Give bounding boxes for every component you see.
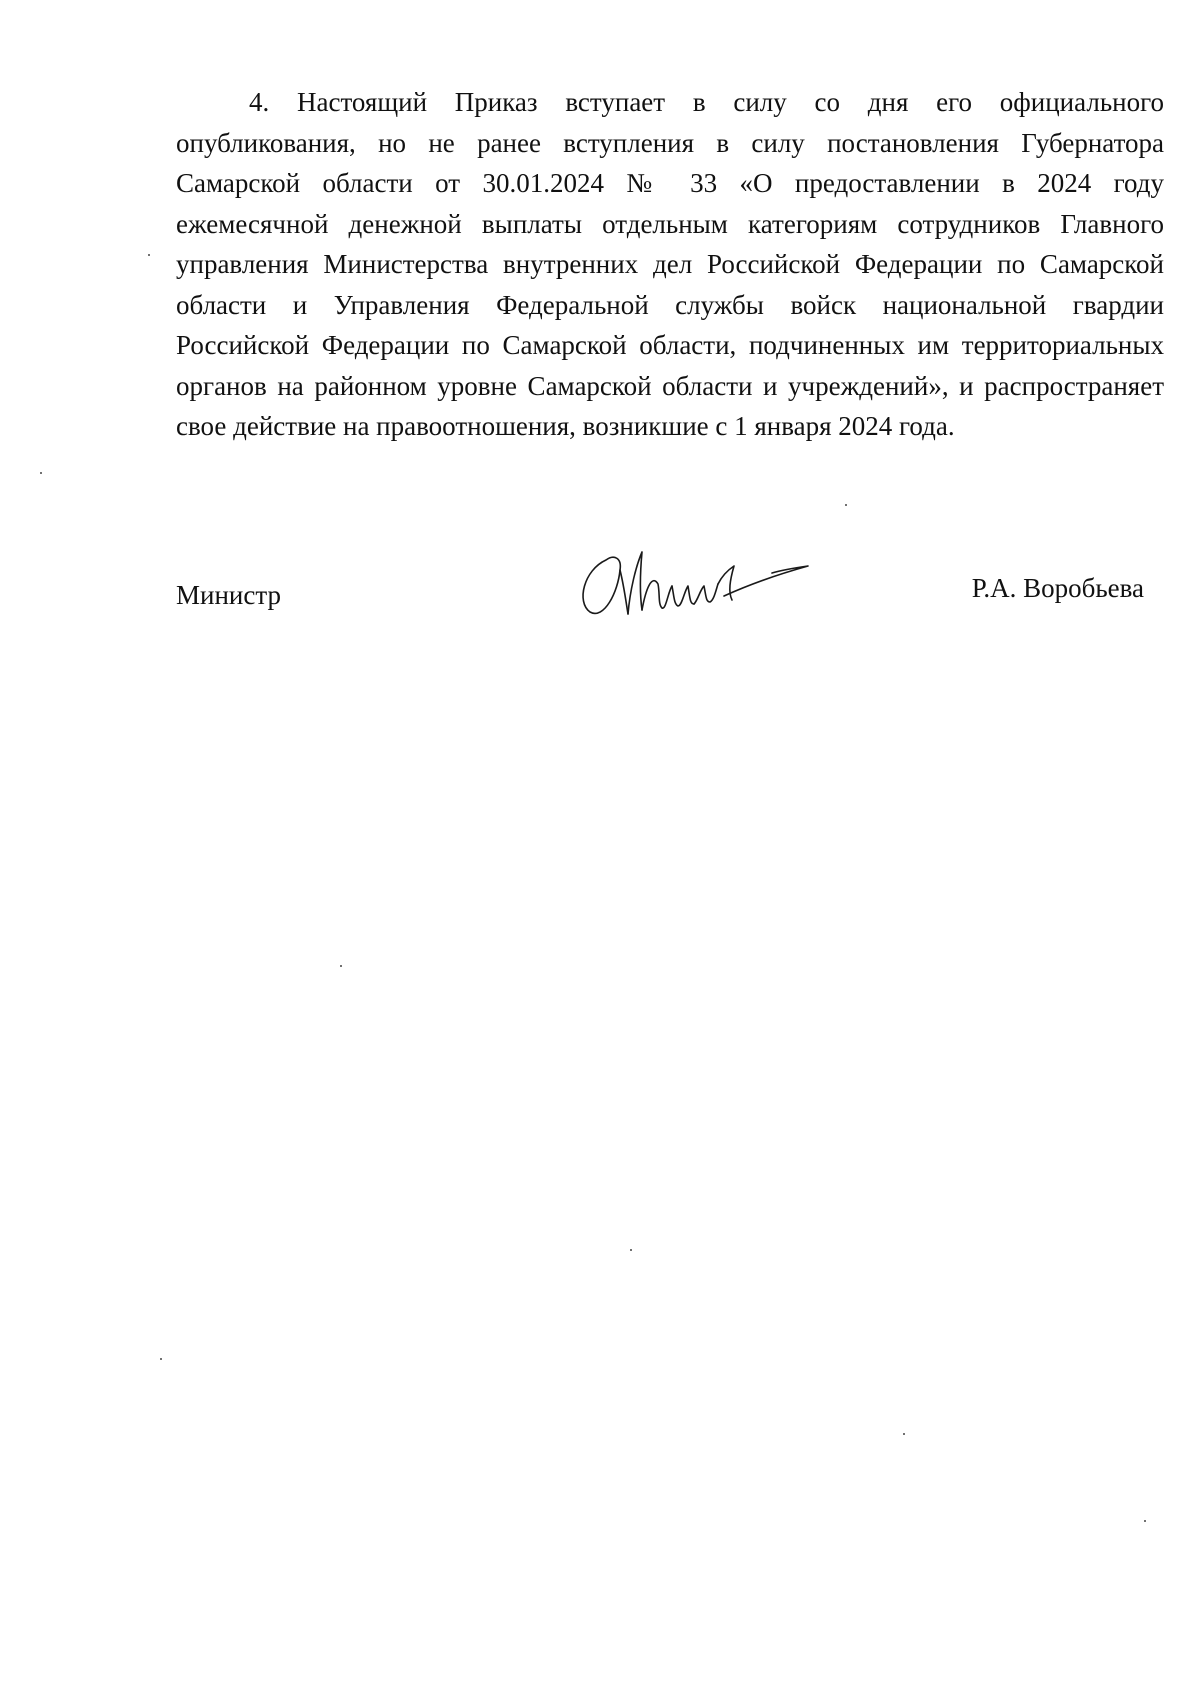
paragraph-line: ежемесячной денежной выплаты отдельным категориям сотрудников Главного [176,208,1164,239]
signature-block [176,540,1164,660]
scan-speck [40,472,42,474]
scan-speck [903,1433,905,1435]
scan-speck [1144,1520,1146,1522]
signer-name: Р.А. Воробьева [971,573,1144,603]
scan-speck [845,504,847,506]
position-title: Министр [176,580,281,610]
paragraph-line: 4. Настоящий Приказ вступает в силу со дня его официального [249,87,1164,117]
scan-speck [630,1249,632,1251]
paragraph-line: Российской Федерации по Самарской области, подчиненных им территориальных [176,330,1164,360]
scan-speck [340,965,342,967]
paragraph-line: управления Министерства внутренних дел Российской Федерации по Самарской [176,249,1164,279]
paragraph-4 [176,82,1164,447]
paragraph-line: свое действие на правоотношения, возникшие с 1 января 2024 года. [176,411,955,441]
paragraph-line: опубликования, но не ранее вступления в силу постановления Губернатора [176,127,1164,158]
paragraph-line: Самарской области от 30.01.2024 № 33 «О предоставлении в 2024 году [176,168,1164,198]
scan-speck [160,1358,162,1360]
paragraph-line: области и Управления Федеральной службы войск национальной гвардии [176,289,1164,320]
scan-speck [148,254,150,256]
paragraph-line: органов на районном уровне Самарской области и учреждений», и распространяет [176,370,1164,401]
handwritten-signature [576,540,816,630]
